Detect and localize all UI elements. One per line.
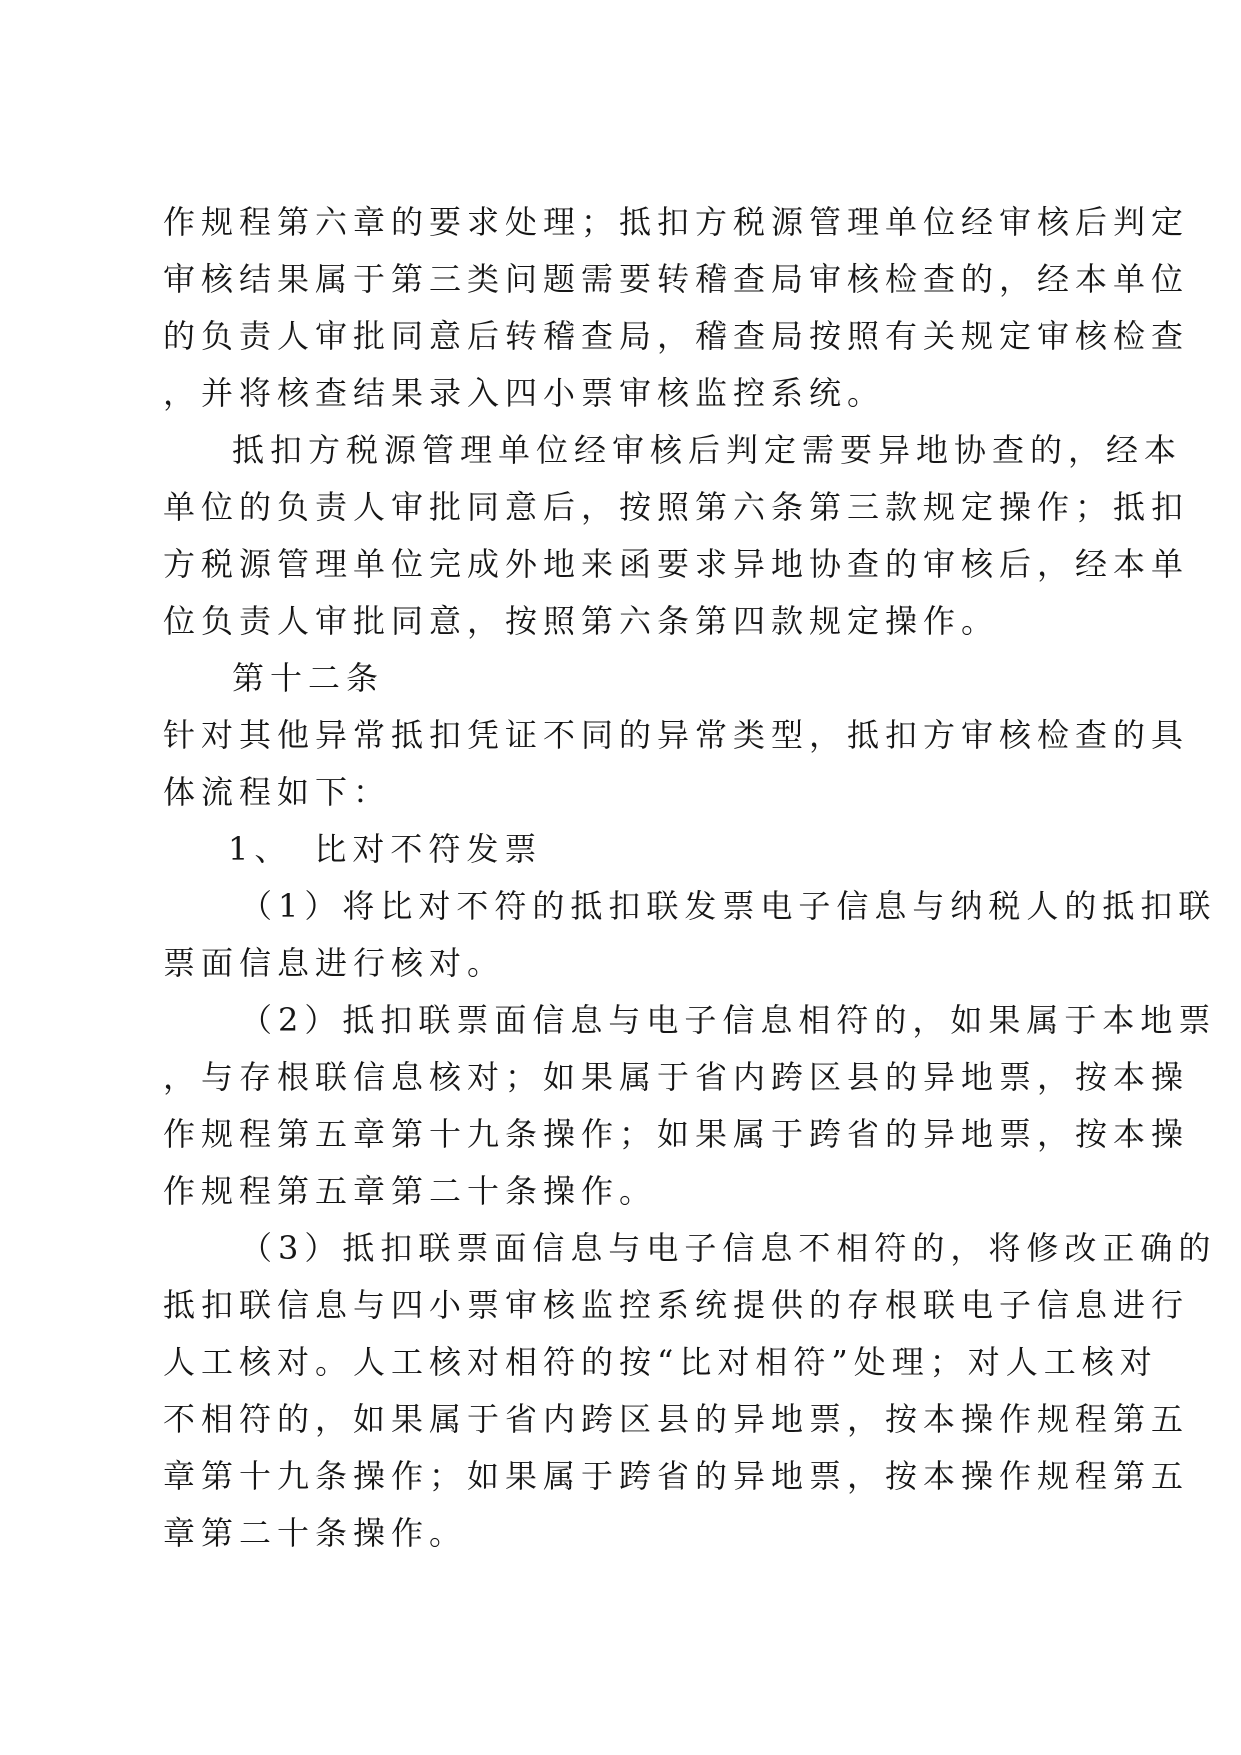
text-line: 体流程如下： [163,773,392,811]
text-line: 作规程第五章第十九条操作；如果属于跨省的异地票，按本操 [163,1115,1190,1153]
list-heading: 1、 比对不符发票 [228,830,543,868]
text-line: 人工核对。人工核对相符的按“比对相符”处理；对人工核对 [163,1343,1158,1381]
paragraph-first-line: （3）抵扣联票面信息与电子信息不相符的，将修改正确的 [240,1229,1217,1267]
text-line: 位负责人审批同意，按照第六条第四款规定操作。 [163,602,1000,640]
text-line: 的负责人审批同意后转稽查局，稽查局按照有关规定审核检查 [163,317,1190,355]
paragraph-first-line: （1）将比对不符的抵扣联发票电子信息与纳税人的抵扣联 [240,887,1217,925]
text-line: ，与存根联信息核对；如果属于省内跨区县的异地票，按本操 [163,1058,1190,1096]
text-line: 章第十九条操作；如果属于跨省的异地票，按本操作规程第五 [163,1457,1190,1495]
text-line: 抵扣联信息与四小票审核监控系统提供的存根联电子信息进行 [163,1286,1190,1324]
text-line: 审核结果属于第三类问题需要转稽查局审核检查的，经本单位 [163,260,1190,298]
text-line: 章第二十条操作。 [163,1514,468,1552]
text-line: 方税源管理单位完成外地来函要求异地协查的审核后，经本单 [163,545,1190,583]
text-line: 不相符的，如果属于省内跨区县的异地票，按本操作规程第五 [163,1400,1190,1438]
paragraph-first-line: （2）抵扣联票面信息与电子信息相符的，如果属于本地票 [240,1001,1217,1039]
article-heading: 第十二条 [232,659,385,697]
text-line: 单位的负责人审批同意后，按照第六条第三款规定操作；抵扣 [163,488,1190,526]
text-line: 作规程第五章第二十条操作。 [163,1172,658,1210]
text-line: ，并将核查结果录入四小票审核监控系统。 [163,374,886,412]
text-line: 作规程第六章的要求处理；抵扣方税源管理单位经审核后判定 [163,203,1190,241]
text-line: 针对其他异常抵扣凭证不同的异常类型，抵扣方审核检查的具 [163,716,1190,754]
paragraph-first-line: 抵扣方税源管理单位经审核后判定需要异地协查的，经本 [232,431,1183,469]
text-line: 票面信息进行核对。 [163,944,506,982]
